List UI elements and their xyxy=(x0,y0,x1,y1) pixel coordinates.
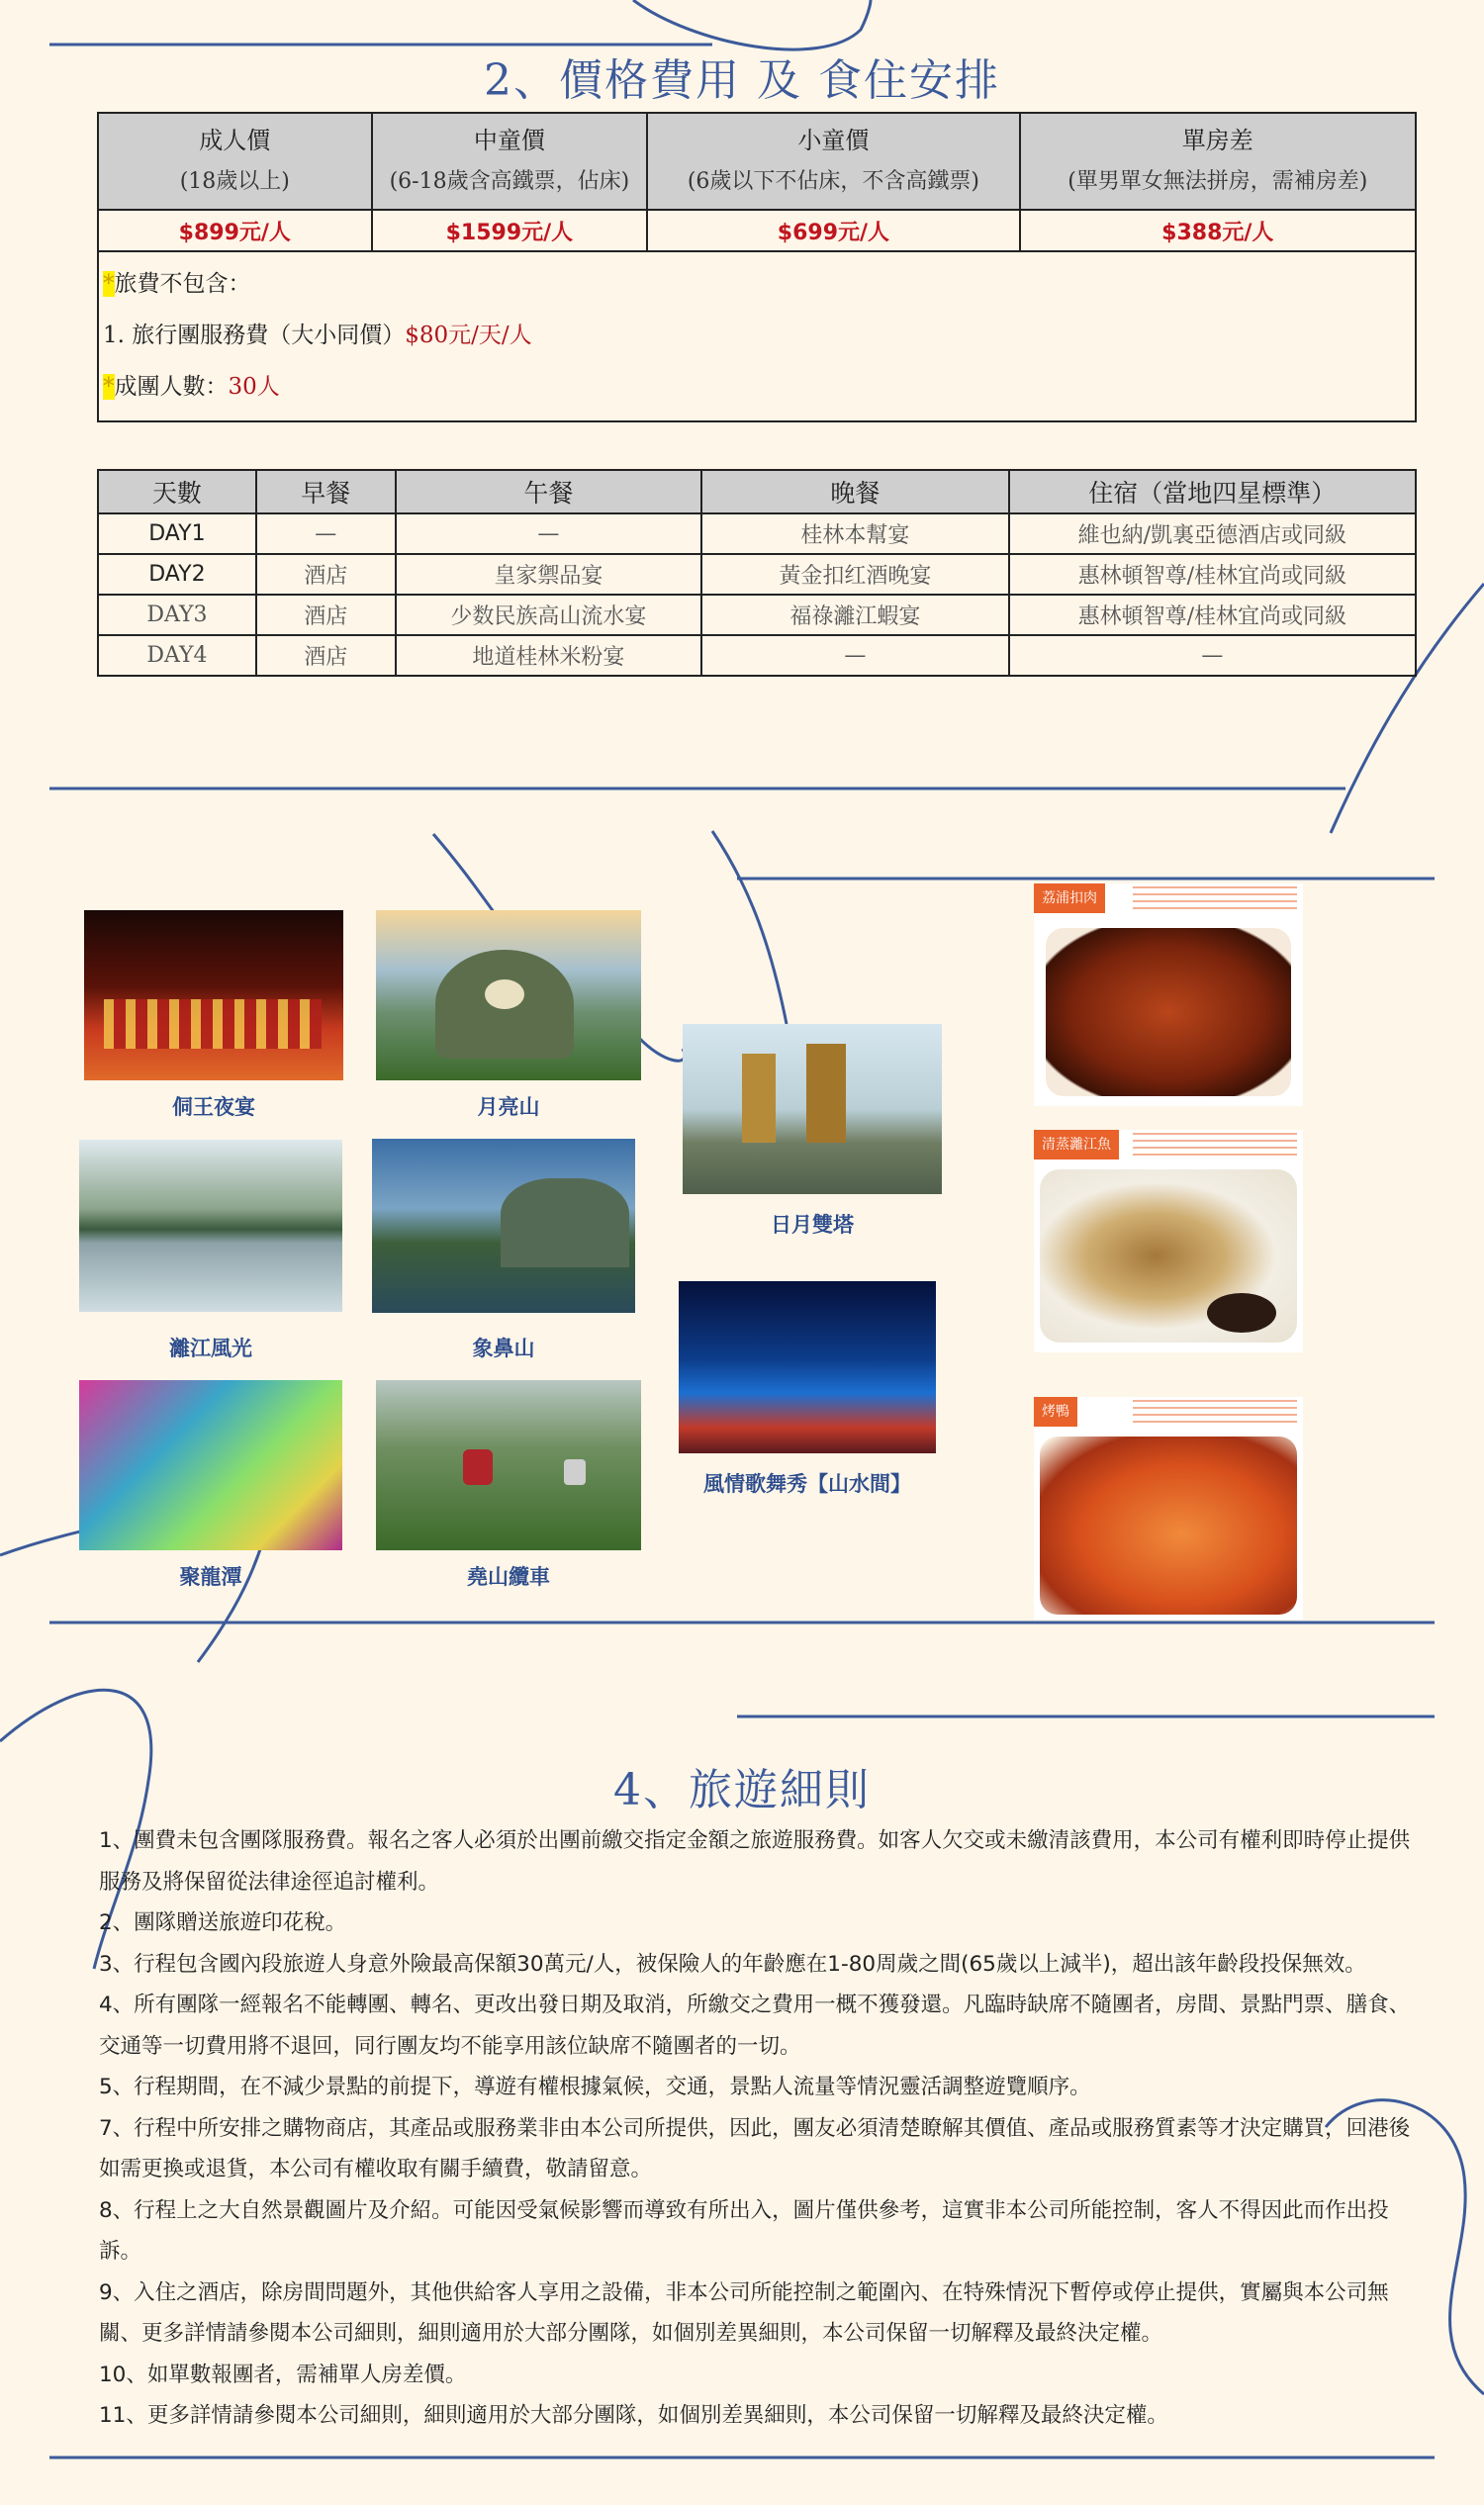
meal-lunch: 皇家禦品宴 xyxy=(396,554,702,595)
food-card-braised-pork xyxy=(1034,883,1303,1106)
meal-lunch: — xyxy=(396,513,702,554)
rule-item: 3、行程包含國內段旅遊人身意外險最高保額30萬元/人，被保險人的年齡應在1-80周歲之間(65歲以上減半)，超出該年齡段投保無效。 xyxy=(99,1951,1366,1977)
meal-row xyxy=(98,513,1416,554)
meal-dinner: 桂林本幫宴 xyxy=(701,513,1009,554)
star-marker: * xyxy=(103,374,115,400)
price-single: $388元/人 xyxy=(1020,210,1416,251)
caption-dong-king-banquet: 侗王夜宴 xyxy=(172,1095,255,1119)
photo-elephant-trunk-hill xyxy=(372,1139,635,1313)
caption-folk-song-dance-show: 風情歌舞秀【山水間】 xyxy=(703,1472,911,1496)
meal-day: DAY3 xyxy=(98,595,256,635)
meal-dinner: — xyxy=(701,635,1009,676)
rule-item: 11、更多詳情請參閱本公司細則，細則適用於大部分團隊，如個別差異細則，本公司保留一切解釋及最終決定權。 xyxy=(99,2403,1168,2428)
photo-li-river xyxy=(79,1140,342,1312)
meal-dinner: 黃金扣红酒晚宴 xyxy=(701,554,1009,595)
rule-item: 1、團費未包含團隊服務費。報名之客人必須於出團前繳交指定金額之旅遊服務費。如客人欠交或未繳清該費用，本公司有權利即時停止提供服務及將保留從法律途徑追討權利。 xyxy=(99,1828,1411,1895)
price-header-youth: 中童價 (6-18歲含高鐵票，佔床) xyxy=(372,113,648,210)
meal-breakfast: 酒店 xyxy=(256,635,396,676)
meal-breakfast: 酒店 xyxy=(256,554,396,595)
star-marker: * xyxy=(103,271,115,297)
meal-hotel: 惠林頓智尊/桂林宜尚或同級 xyxy=(1009,554,1416,595)
caption-sun-moon-pagodas: 日月雙塔 xyxy=(771,1213,854,1237)
photo-folk-song-dance-show xyxy=(679,1281,936,1453)
photo-dong-king-banquet xyxy=(84,910,343,1080)
caption-elephant-trunk-hill: 象鼻山 xyxy=(472,1337,535,1360)
rule-item: 2、團隊贈送旅遊印花稅。 xyxy=(99,1910,347,1935)
excludes-label: 旅費不包含： xyxy=(114,271,251,297)
rule-item: 4、所有團隊一經報名不能轉團、轉名、更改出發日期及取消，所繳交之費用一概不獲發還。凡臨時缺席不隨團者，房間、景點門票、膳食、交通等一切費用將不退回，同行團友均不能享用該位缺席不隨團者的一切。 xyxy=(99,1993,1411,2059)
meal-breakfast: 酒店 xyxy=(256,595,396,635)
meal-row xyxy=(98,635,1416,676)
photo-dragon-pool-cave xyxy=(79,1380,342,1550)
price-youth: $1599元/人 xyxy=(372,210,648,251)
meal-hotel: 維也納/凱裏亞德酒店或同級 xyxy=(1009,513,1416,554)
meal-breakfast: — xyxy=(256,513,396,554)
food-tag: 烤鴨 xyxy=(1034,1397,1077,1427)
meal-header-lunch: 午餐 xyxy=(396,470,702,513)
meal-lunch: 少数民族高山流水宴 xyxy=(396,595,702,635)
meal-header-day: 天數 xyxy=(98,470,256,513)
price-table xyxy=(97,112,1417,422)
service-fee-price: $80元/天/人 xyxy=(405,323,532,348)
meal-row xyxy=(98,554,1416,595)
price-header-child: 小童價 (6歲以下不佔床，不含高鐵票) xyxy=(647,113,1019,210)
meal-day: DAY2 xyxy=(98,554,256,595)
photo-sun-moon-pagodas xyxy=(683,1024,942,1194)
caption-moon-hill: 月亮山 xyxy=(477,1095,540,1119)
meal-row xyxy=(98,595,1416,635)
group-size-label: 成團人數： xyxy=(114,374,229,400)
food-card-steamed-fish xyxy=(1034,1130,1303,1352)
food-tag: 荔浦扣肉 xyxy=(1034,883,1105,913)
service-fee-label: 1. 旅行團服務費（大小同價） xyxy=(103,323,406,348)
meal-header-hotel: 住宿（當地四星標準） xyxy=(1009,470,1416,513)
meal-header-breakfast: 早餐 xyxy=(256,470,396,513)
meal-dinner: 福祿灕江蝦宴 xyxy=(701,595,1009,635)
section2-title: 2、價格費用 及 食住安排 xyxy=(484,55,1000,106)
meal-hotel: 惠林頓智尊/桂林宜尚或同級 xyxy=(1009,595,1416,635)
price-notes xyxy=(98,251,1416,421)
rules-list xyxy=(99,1820,1425,2437)
rule-item: 5、行程期間，在不減少景點的前提下，導遊有權根據氣候，交通，景點人流量等情況靈活調整遊覽順序。 xyxy=(99,2075,1091,2099)
photo-moon-hill xyxy=(376,910,641,1080)
price-header-single: 單房差 (單男單女無法拼房，需補房差) xyxy=(1020,113,1416,210)
price-header-adult: 成人價 (18歲以上) xyxy=(98,113,372,210)
rule-item: 8、行程上之大自然景觀圖片及介紹。可能因受氣候影響而導致有所出入，圖片僅供參考，這實非本公司所能控制，客人不得因此而作出投訴。 xyxy=(99,2197,1389,2264)
meal-header-dinner: 晚餐 xyxy=(701,470,1009,513)
meal-lunch: 地道桂林米粉宴 xyxy=(396,635,702,676)
rule-item: 10、如單數報團者，需補單人房差價。 xyxy=(99,2362,467,2387)
price-adult: $899元/人 xyxy=(98,210,372,251)
food-card-roast-duck xyxy=(1034,1397,1303,1620)
meal-table xyxy=(97,469,1417,677)
group-size-value: 30人 xyxy=(228,374,280,400)
meal-day: DAY1 xyxy=(98,513,256,554)
meal-day: DAY4 xyxy=(98,635,256,676)
section4-title: 4、旅遊細則 xyxy=(613,1765,871,1815)
photo-yao-mountain-cable-car xyxy=(376,1380,641,1550)
meal-hotel: — xyxy=(1009,635,1416,676)
rule-item: 9、入住之酒店，除房間問題外，其他供給客人享用之設備，非本公司所能控制之範圍內、在特殊情況下暫停或停止提供，實屬與本公司無關、更多詳情請參閱本公司細則，細則適用於大部分團隊，如個別差異細則，本公司保留一切解釋及最終決定權。 xyxy=(99,2279,1389,2346)
caption-yao-mountain-cable-car: 堯山纜車 xyxy=(467,1565,550,1589)
food-tag: 清蒸灕江魚 xyxy=(1034,1130,1119,1160)
caption-dragon-pool-cave: 聚龍潭 xyxy=(179,1565,242,1589)
price-child: $699元/人 xyxy=(647,210,1019,251)
caption-li-river: 灕江風光 xyxy=(169,1337,252,1360)
rule-item: 7、行程中所安排之購物商店，其產品或服務業非由本公司所提供，因此，團友必須清楚瞭解其價值、產品或服務質素等才決定購買，回港後如需更換或退貨，本公司有權收取有關手續費，敬請留意。 xyxy=(99,2115,1411,2181)
